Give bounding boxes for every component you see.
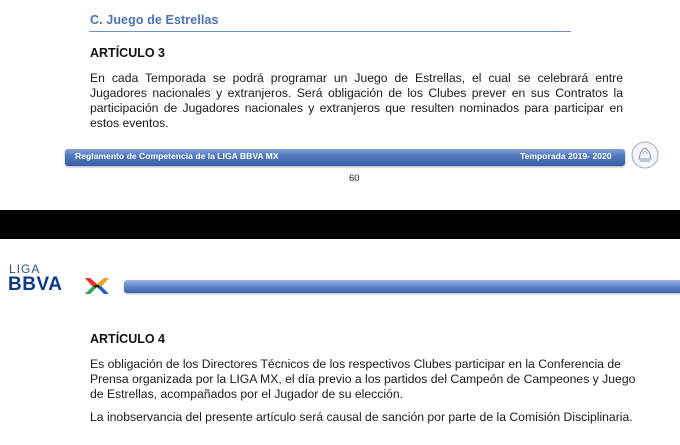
page-number: 60 — [349, 173, 360, 184]
article-4-heading: ARTÍCULO 4 — [90, 332, 165, 346]
liga-mx-x-logo-icon — [83, 276, 111, 296]
article-3-paragraph: En cada Temporada se podrá programar un Juego de Estrellas, el cual se celebrará entre Jugadores nacionales y extranjeros. Será obligación de los Clubes prever en sus Contratos la participación de Jugadores nacionales y extranjeros que resulten nominados para participar en estos eventos. — [90, 71, 623, 130]
footer-document-title: Reglamento de Competencia de la LIGA BBVA MX — [75, 151, 279, 161]
header-bar — [124, 280, 680, 293]
article-4-paragraph-2: La inobservancia del presente artículo será causal de sanción por parte de la Comisión Disciplinaria. — [90, 410, 633, 424]
footer-season: Temporada 2019- 2020 — [520, 151, 612, 161]
logo-bbva-text: BBVA — [8, 274, 63, 295]
logo-liga-text: LIGA — [9, 262, 41, 276]
article-4-paragraph-1: Es obligación de los Directores Técnicos de los respectivos Clubes participar en la Conferencia de Prensa organizada por la LIGA MX, el día previo a los partidos del Campeón de Campeones y Juego de Estrellas, acompañados por el Jugador de su elección. — [90, 357, 636, 401]
section-title: C. Juego de Estrellas — [90, 13, 219, 27]
section-divider — [89, 31, 571, 32]
page-separator — [0, 210, 680, 239]
article-3-heading: ARTÍCULO 3 — [90, 46, 165, 60]
mexico-seal-icon — [630, 140, 660, 170]
